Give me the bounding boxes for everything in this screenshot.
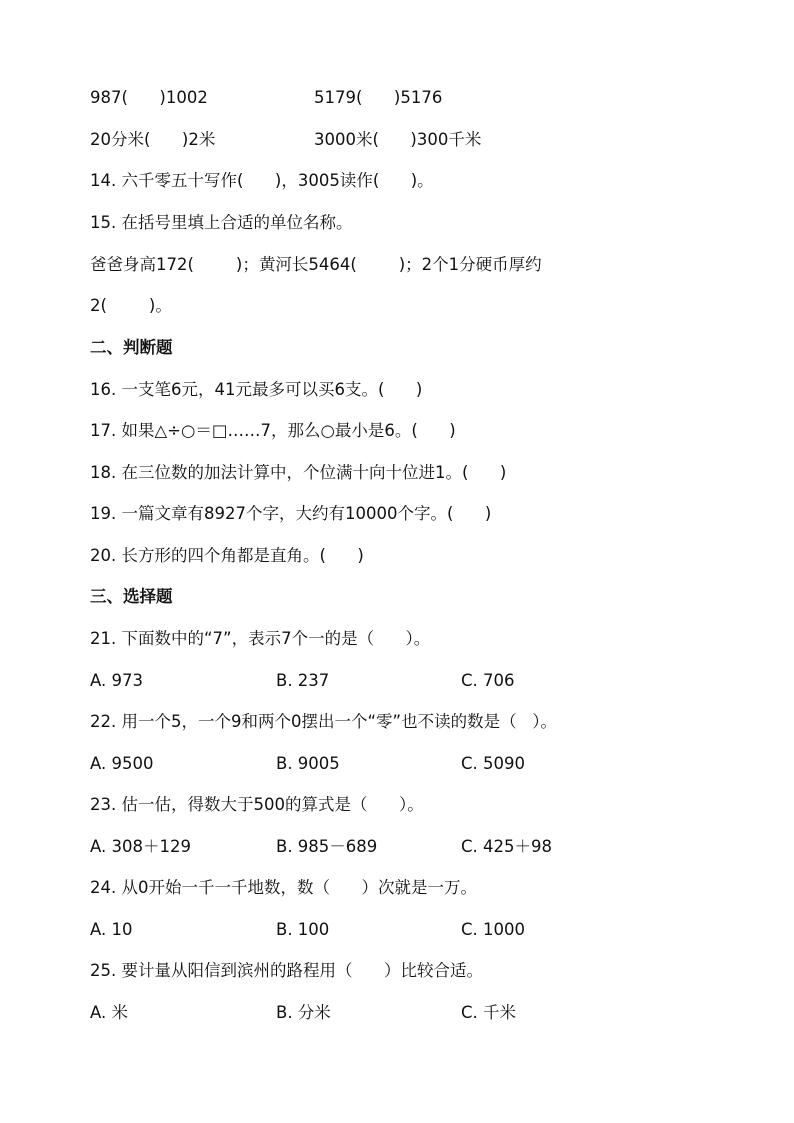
compare-left: 20分米( )2米 <box>90 130 216 149</box>
option-a: A. 973 <box>90 671 143 690</box>
question-18: 18. 在三位数的加法计算中，个位满十向十位进1。( ) <box>90 463 507 482</box>
question-21: 21. 下面数中的“7”，表示7个一的是（ ）。 <box>90 629 431 648</box>
option-a: A. 308＋129 <box>90 837 191 856</box>
option-b: B. 985－689 <box>276 837 378 856</box>
compare-right: 3000米( )300千米 <box>314 130 482 149</box>
option-c: C. 1000 <box>461 920 526 939</box>
option-c: C. 706 <box>461 671 515 690</box>
question-16: 16. 一支笔6元，41元最多可以买6支。( ) <box>90 380 423 399</box>
question-17: 17. 如果△÷○＝□……7，那么○最小是6。( ) <box>90 421 456 440</box>
option-b: B. 9005 <box>276 754 340 773</box>
question-24: 24. 从0开始一千一千地数，数（ ）次就是一万。 <box>90 878 477 897</box>
question-20: 20. 长方形的四个角都是直角。( ) <box>90 546 364 565</box>
question-14: 14. 六千零五十写作( )，3005读作( )。 <box>90 171 434 190</box>
option-b: B. 100 <box>276 920 330 939</box>
option-c: C. 5090 <box>461 754 526 773</box>
option-a: A. 9500 <box>90 754 154 773</box>
section-title-judge: 二、判断题 <box>90 338 173 357</box>
question-23: 23. 估一估，得数大于500的算式是（ ）。 <box>90 795 424 814</box>
option-c: C. 千米 <box>461 1003 517 1022</box>
option-b: B. 分米 <box>276 1003 331 1022</box>
option-a: A. 米 <box>90 1003 128 1022</box>
option-b: B. 237 <box>276 671 330 690</box>
compare-left: 987( )1002 <box>90 88 208 107</box>
option-c: C. 425＋98 <box>461 837 552 856</box>
question-15-line-2: 2( )。 <box>90 296 172 315</box>
question-22: 22. 用一个5，一个9和两个0摆出一个“零”也不读的数是（ ）。 <box>90 712 558 731</box>
option-a: A. 10 <box>90 920 133 939</box>
question-19: 19. 一篇文章有8927个字，大约有10000个字。( ) <box>90 504 492 523</box>
question-15-line-1: 爸爸身高172( )；黄河长5464( )；2个1分硬币厚约 <box>90 255 542 274</box>
question-25: 25. 要计量从阳信到滨州的路程用（ ）比较合适。 <box>90 961 483 980</box>
section-title-choice: 三、选择题 <box>90 587 173 606</box>
question-15: 15. 在括号里填上合适的单位名称。 <box>90 213 353 232</box>
compare-right: 5179( )5176 <box>314 88 443 107</box>
